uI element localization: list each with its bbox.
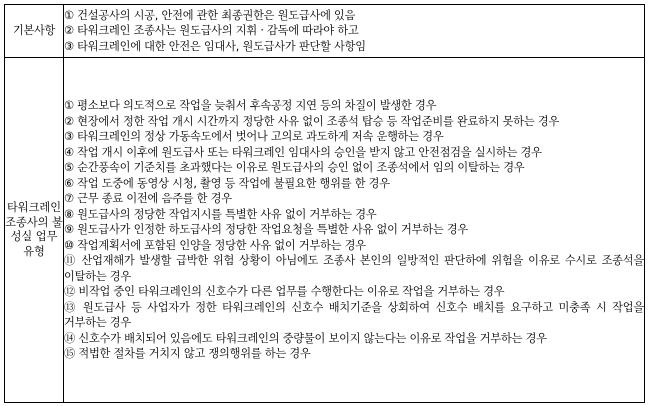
misconduct-item: ⑫ 비작업 중인 타워크레인의 신호수가 다른 업무를 수행한다는 이유로 작업을 거부하는 경우 bbox=[64, 285, 505, 299]
misconduct-item: ④ 작업 개시 이후에 원도급사 또는 타워크레인 임대사의 승인을 받지 않고 안전점검을 실시하는 경우 bbox=[64, 145, 542, 159]
section-content-basic bbox=[64, 5, 645, 58]
section-row-basic bbox=[5, 5, 645, 58]
misconduct-item: ⑨ 원도급사가 인정한 하도급사의 정당한 작업요청을 특별한 사유 없이 거부하는 경우 bbox=[64, 223, 469, 237]
misconduct-item: ⑤ 순간풍속이 기준치를 초과했다는 이유로 원도급사의 승인 없이 조종석에서 임의 이탈하는 경우 bbox=[64, 161, 525, 175]
guidelines-table bbox=[4, 4, 645, 403]
basic-item: ② 타워크레인 조종사는 원도급사의 지휘 · 감독에 따라야 하고 bbox=[64, 24, 359, 38]
basic-item: ③ 타워크레인에 대한 안전은 임대사, 원도급사가 판단할 사항임 bbox=[64, 39, 366, 53]
section-row-misconduct bbox=[5, 58, 645, 403]
misconduct-item: ③ 타워크레인의 정상 가동속도에서 벗어나 고의로 과도하게 저속 운행하는 경우 bbox=[64, 130, 444, 144]
misconduct-item: ⑭ 신호수가 배치되어 있음에도 타워크레인의 중량물이 보이지 않는다는 이유로 작업을 거부하는 경우 bbox=[64, 331, 547, 345]
misconduct-item: ⑮ 적법한 절차를 거치지 않고 쟁의행위를 하는 경우 bbox=[64, 347, 311, 361]
section-label-misconduct: 타워크레인 조종사의 불성실 업무 유형 bbox=[5, 58, 64, 403]
misconduct-item: ⑬ 원도급사 등 사업자가 정한 타워크레인의 신호수 배치기준을 상회하여 신호수 배치를 요구하고 미충족 시 작업을 거부하는 경우 bbox=[64, 300, 644, 330]
section-content-misconduct bbox=[64, 58, 645, 403]
misconduct-item: ⑧ 원도급사의 정당한 작업지시를 특별한 사유 없이 거부하는 경우 bbox=[64, 207, 377, 221]
misconduct-item: ② 현장에서 정한 작업 개시 시간까지 정당한 사유 없이 조종석 탑승 등 작업준비를 완료하지 못하는 경우 bbox=[64, 114, 560, 128]
misconduct-item: ⑦ 근무 종료 이전에 음주를 한 경우 bbox=[64, 192, 232, 206]
basic-item: ① 건설공사의 시공, 안전에 관한 최종권한은 원도급사에 있음 bbox=[64, 8, 356, 22]
section-label-basic: 기본사항 bbox=[5, 5, 64, 58]
misconduct-item: ① 평소보다 의도적으로 작업을 늦춰서 후속공정 지연 등의 차질이 발생한 경우 bbox=[64, 99, 437, 113]
misconduct-item: ⑪ 산업재해가 발생할 급박한 위험 상황이 아님에도 조종사 본인의 일방적인 판단하에 위험을 이유로 수시로 조종석을 이탈하는 경우 bbox=[64, 254, 644, 283]
misconduct-item: ⑩ 작업계획서에 포함된 인양을 정당한 사유 없이 거부하는 경우 bbox=[64, 238, 366, 252]
misconduct-item: ⑥ 작업 도중에 동영상 시청, 촬영 등 작업에 불필요한 행위를 한 경우 bbox=[64, 176, 390, 190]
